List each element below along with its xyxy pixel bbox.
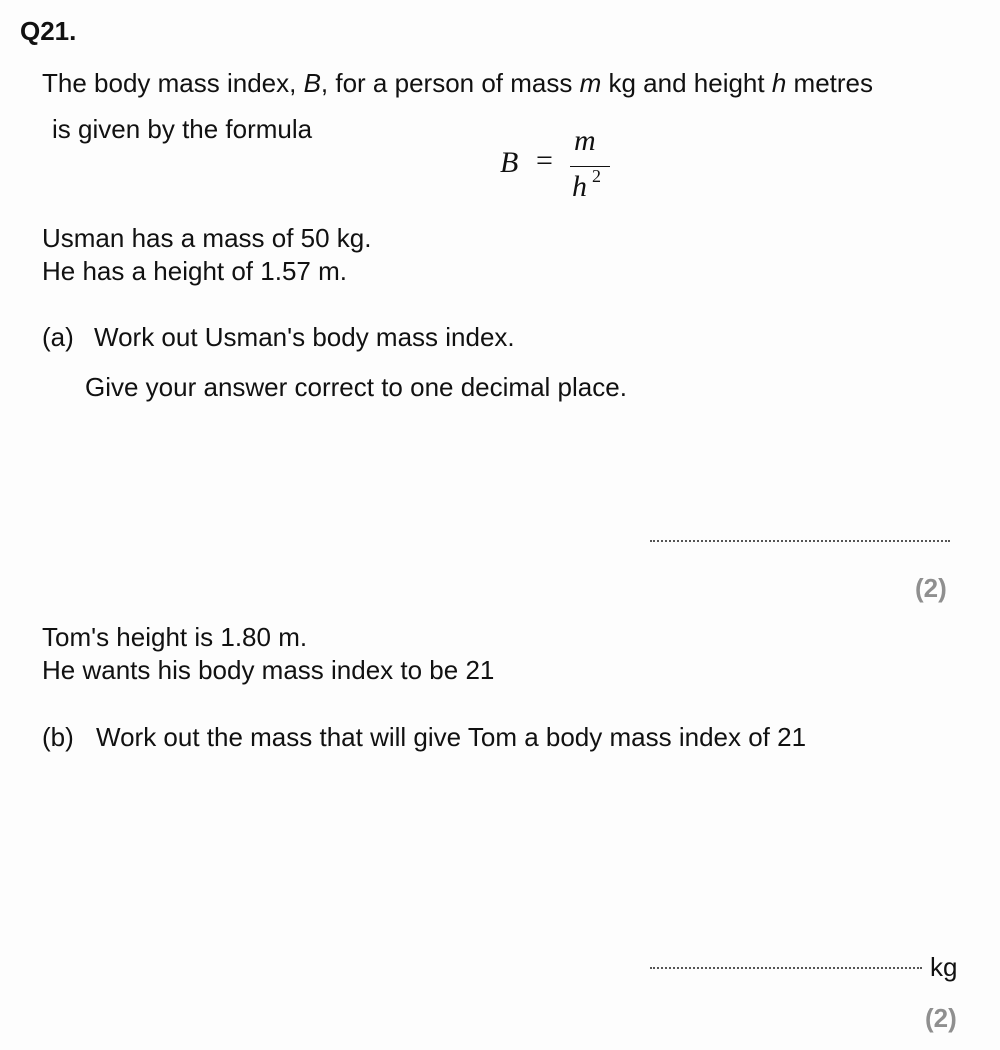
part-b-label: (b) — [42, 722, 74, 752]
part-b-question: Work out the mass that will give Tom a body mass index of 21 — [96, 722, 807, 752]
usman-height: He has a height of 1.57 m. — [42, 256, 347, 286]
formula-equals: = — [536, 144, 553, 177]
formula-numerator: m — [574, 124, 596, 157]
formula-denominator: h — [572, 170, 587, 203]
answer-line-b[interactable] — [650, 967, 922, 969]
variable-b: B — [303, 68, 321, 98]
variable-m: m — [579, 68, 602, 98]
fraction-bar — [570, 166, 610, 167]
answer-line-a[interactable] — [650, 540, 950, 542]
part-a-instruction: Give your answer correct to one decimal place. — [85, 372, 627, 402]
bmi-formula — [500, 126, 620, 210]
intro-line-2: is given by the formula — [52, 114, 313, 144]
tom-height: Tom's height is 1.80 m. — [42, 622, 308, 652]
part-a-label: (a) — [42, 322, 74, 352]
part-a-question: Work out Usman's body mass index. — [94, 322, 515, 352]
marks-b: (2) — [925, 1003, 957, 1033]
formula-exponent: 2 — [592, 166, 601, 186]
variable-h: h — [771, 68, 787, 98]
formula-lhs: B — [500, 146, 519, 179]
question-number: Q21. — [20, 16, 77, 46]
unit-kg: kg — [930, 952, 958, 982]
intro-line-1: The body mass index, B, for a person of mass m kg and height h metres — [42, 68, 873, 98]
usman-mass: Usman has a mass of 50 kg. — [42, 223, 372, 253]
tom-wish: He wants his body mass index to be 21 — [42, 655, 495, 685]
marks-a: (2) — [915, 573, 947, 603]
